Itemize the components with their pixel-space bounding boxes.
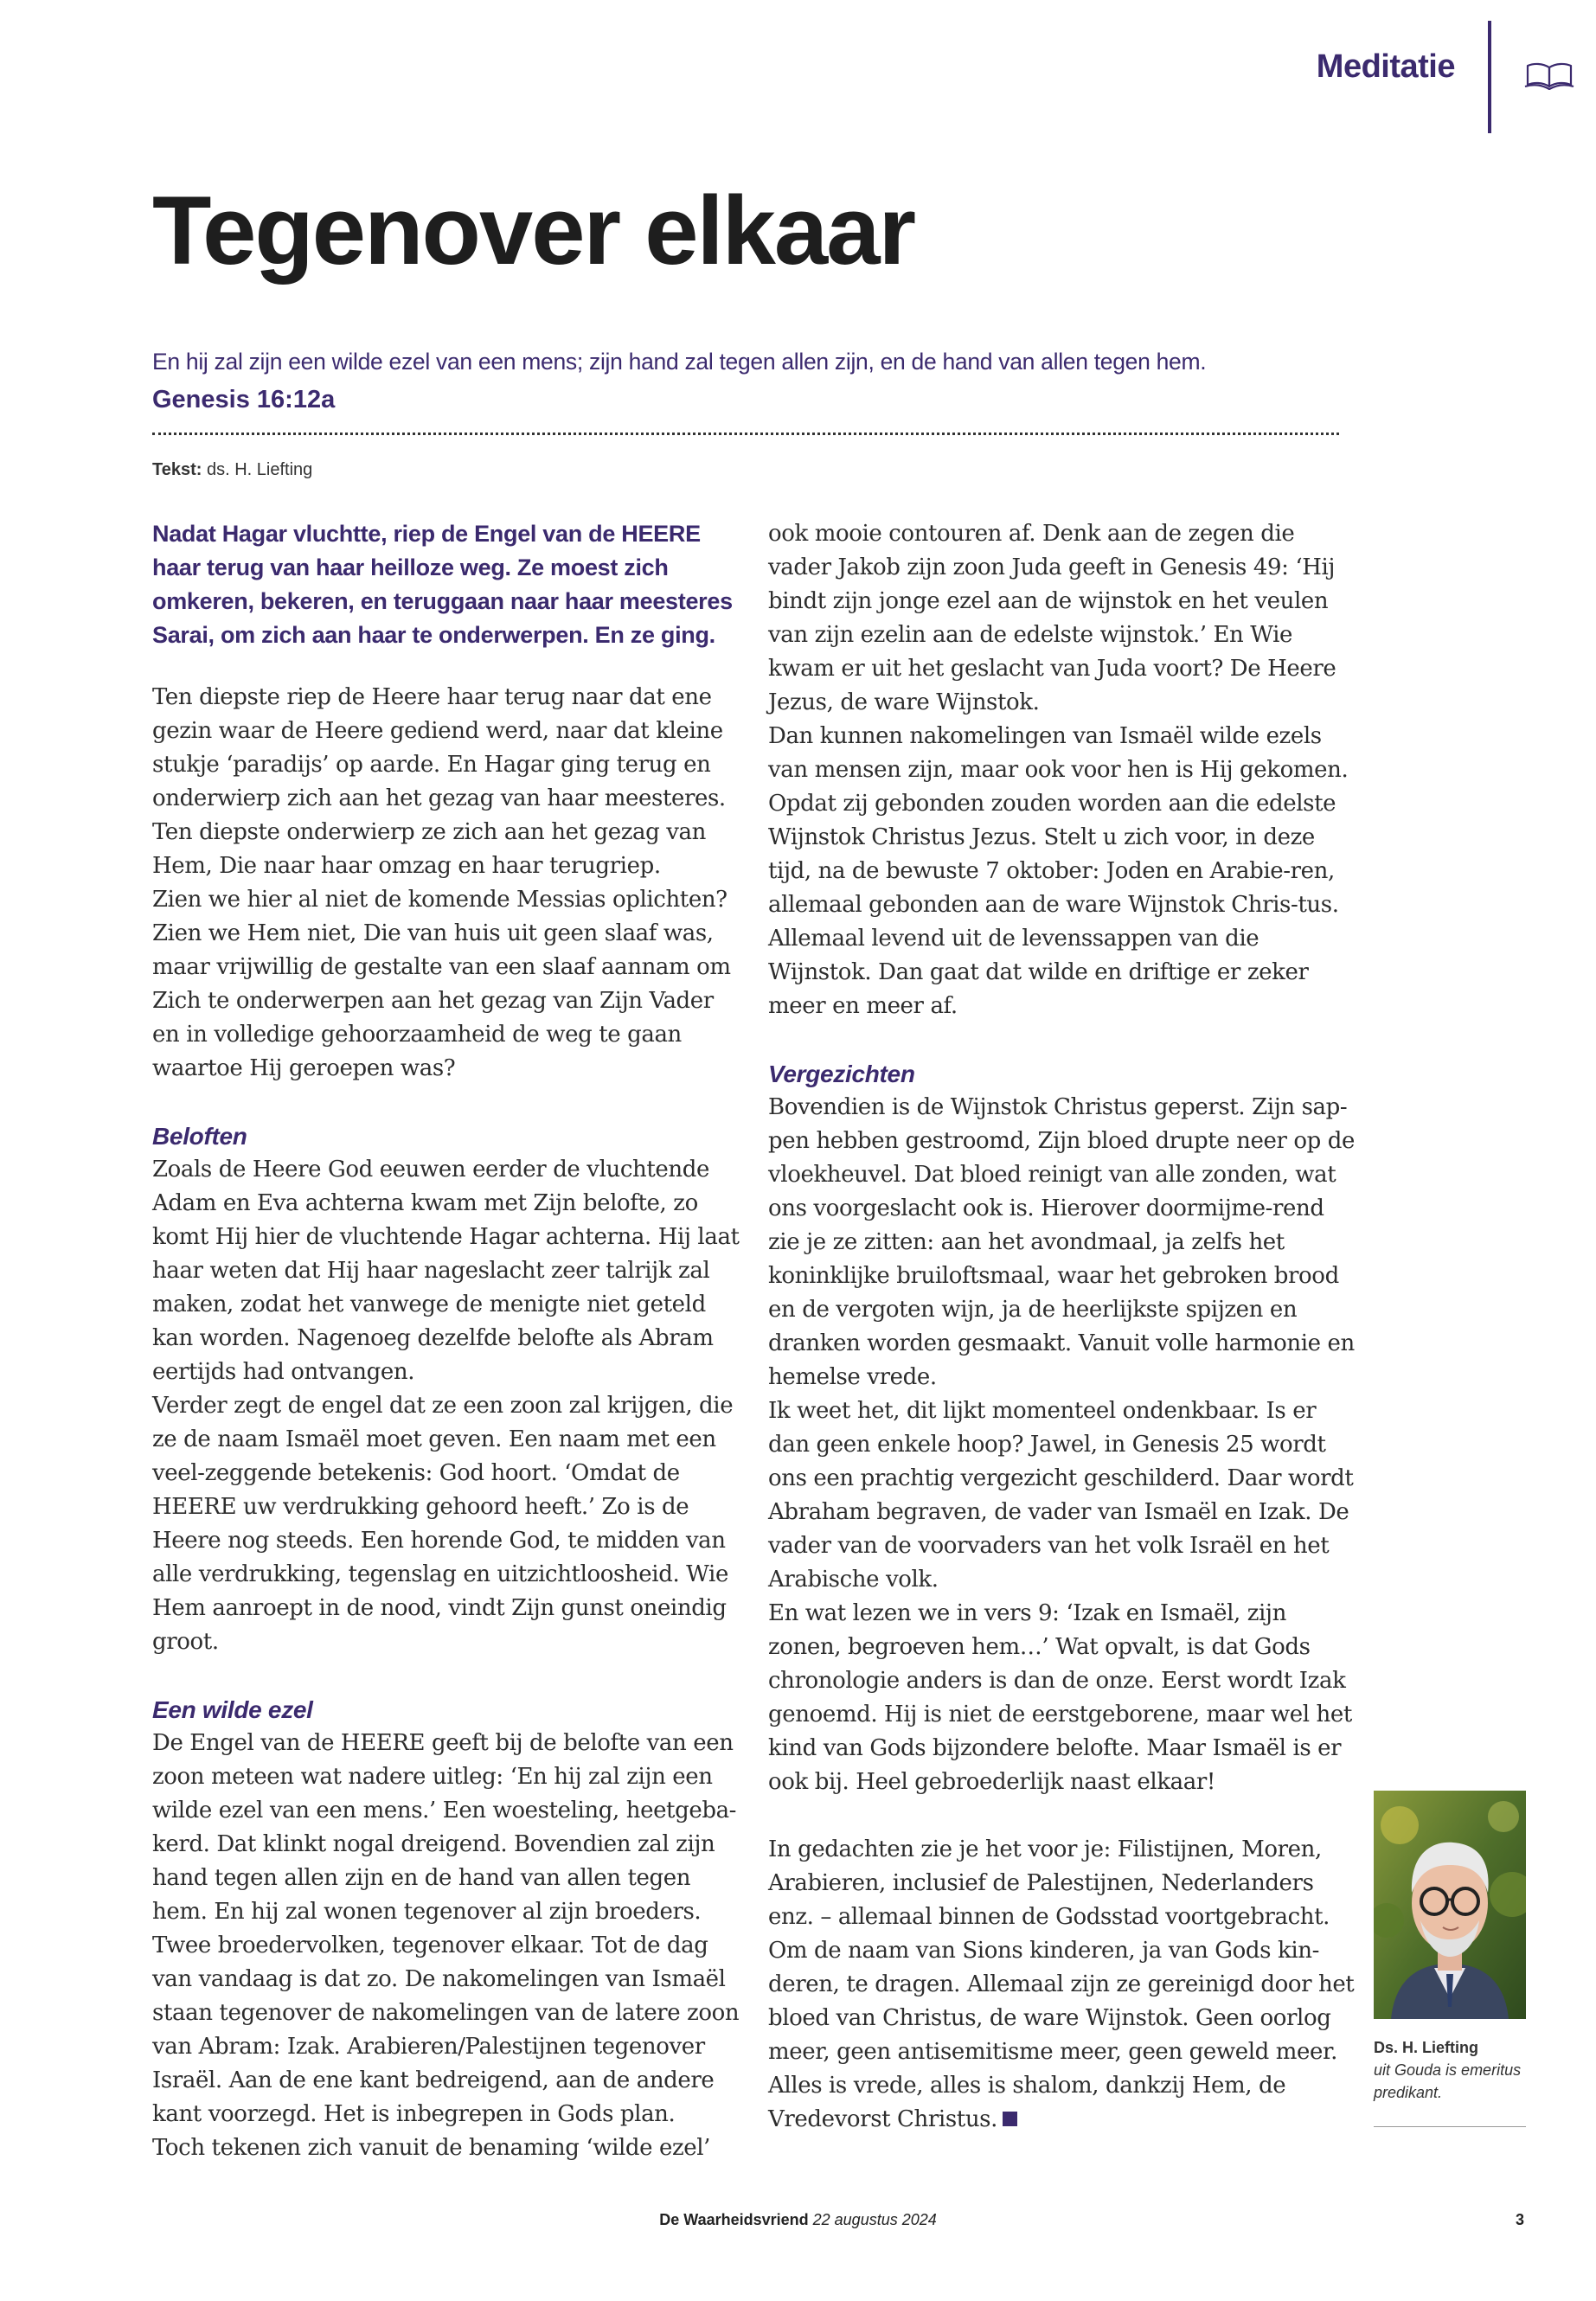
body-paragraph: De Engel van de HEERE geeft bij de belofte van een zoon meteen wat nadere uitleg: ‘En hij zal zijn een wilde ezel van een mens.’ Een woesteling, heetgeba-kerd. Dat klinkt nogal dreigend. Bovendien zal zijn hand tegen allen zijn en de hand van allen tegen hem. En hij zal wonen tegenover al zijn broeders. Twee broedervolken, tegenover elkaar. Tot de dag van vandaag is dat zo. De nakomelingen van Ismaël staan tegenover de nakomelingen van de latere zoon van Abram: Izak. Arabieren/Palestijnen tegenover Israël. Aan de ene kant bedreigend, aan de andere kant voorzegd. Het is inbegrepen in Gods plan. (152, 1730, 740, 2127)
body-paragraph: Ten diepste riep de Heere haar terug naar dat ene gezin waar de Heere gediend werd, naar dat kleine stukje ‘paradijs’ op aarde. En Hagar ging terug en onderwierp zich aan het gezag van haar meesteres. Ten diepste onderwierp ze zich aan het gezag van Hem, Die naar haar omzag en haar terugriep. (152, 684, 726, 879)
author-photo (1374, 1791, 1526, 2019)
column-right (768, 517, 1356, 2137)
intro-paragraph: Nadat Hagar vluchtte, riep de Engel van de HEERE haar terug van haar heilloze weg. Ze moest zich omkeren, bekeren, en teruggaan naar haar meesteres Sarai, om zich aan haar te onderwerpen. En ze ging. (152, 521, 733, 648)
body-paragraph: Bovendien is de Wijnstok Christus geperst. Zijn sap-pen hebben gestroomd, Zijn bloed drupte neer op de vloekheuvel. Dat bloed reinigt van alle zonden, wat ons voorgeslacht ook is. Hierover doormijme-rend zie je ze zitten: aan het avondmaal, ja zelfs het koninklijke bruiloftsmaal, waar het gebroken brood en de vergoten wijn, ja de heerlijkste spijzen en dranken worden gesmaakt. Vanuit volle harmonie en hemelse vrede. (768, 1094, 1355, 1390)
scripture-verse: En hij zal zijn een wilde ezel van een mens; zijn hand zal tegen allen zijn, en de hand van allen tegen hem. (152, 349, 1207, 375)
author-role-continued: predikant. (1374, 2084, 1443, 2101)
dotted-divider (152, 433, 1339, 435)
article-title: Tegenover elkaar (152, 176, 915, 285)
open-book-icon (1524, 61, 1574, 90)
magazine-name: De Waarheidsvriend (659, 2211, 809, 2228)
body-paragraph: Toch tekenen zich vanuit de benaming ‘wilde ezel’ (152, 2135, 711, 2161)
closing-paragraph (768, 1833, 1356, 2137)
body-paragraph: Dan kunnen nakomelingen van Ismaël wilde ezels van mensen zijn, maar ook voor hen is Hij gekomen. Opdat zij gebonden zouden worden aan die edelste Wijnstok Christus Jezus. Stelt u zich voor, in deze tijd, na de bewuste 7 oktober: Joden en Arabie-ren, allemaal gebonden aan de ware Wijnstok Chris-tus. Allemaal levend uit de levenssappen van die Wijnstok. Dan gaat dat wilde en driftige er zeker meer en meer af. (768, 723, 1349, 1019)
end-mark-icon (1003, 2112, 1017, 2126)
author-name: Ds. H. Liefting (1374, 2039, 1478, 2056)
body-paragraph: ook mooie contouren af. Denk aan de zegen die vader Jakob zijn zoon Juda geeft in Genesis 49: ‘Hij bindt zijn jonge ezel aan de wijnstok en het veulen van zijn ezelin aan de edelste wijnstok.’ En Wie kwam er uit het geslacht van Juda voort? De Heere Jezus, de ware Wijnstok. (768, 521, 1336, 715)
author-role: uit Gouda is emeritus (1374, 2061, 1522, 2079)
subheading-wilde-ezel: Een wilde ezel (152, 1696, 313, 1723)
caption-divider (1374, 2126, 1526, 2127)
body-paragraph: En wat lezen we in vers 9: ‘Izak en Ismaël, zijn zonen, begroeven hem…’ Wat opvalt, is dat Gods chronologie anders is dan de onze. Eerst wordt Izak genoemd. Hij is niet de eerstgeborene, maar wel het kind van Gods bijzondere belofte. Maar Ismaël is er ook bij. Heel gebroederlijk naast elkaar! (768, 1600, 1352, 1795)
page-number: 3 (1516, 2211, 1525, 2228)
body-paragraph: Zoals de Heere God eeuwen eerder de vluchtende Adam en Eva achterna kwam met Zijn belofte, zo komt Hij hier de vluchtende Hagar achterna. Hij laat haar weten dat Hij haar nageslacht zeer talrijk zal maken, zodat het vanwege de menigte niet geteld kan worden. Nagenoeg dezelfde belofte als Abram eertijds had ontvangen. (152, 1157, 740, 1385)
subheading-beloften: Beloften (152, 1123, 247, 1150)
header-divider (1488, 21, 1491, 133)
byline (152, 460, 312, 480)
page-footer (0, 2211, 1596, 2229)
section-label: Meditatie (1316, 48, 1455, 85)
body-paragraph: Ik weet het, dit lijkt momenteel ondenkbaar. Is er dan geen enkele hoop? Jawel, in Genesis 25 wordt ons een prachtig vergezicht geschilderd. Daar wordt Abraham begraven, de vader van Ismaël en Izak. De vader van de voorvaders van het volk Israël en het Arabische volk. (768, 1398, 1354, 1593)
body-paragraph: Zien we hier al niet de komende Messias oplichten? Zien we Hem niet, Die van huis uit geen slaaf was, maar vrijwillig de gestalte van een slaaf aannam om Zich te onderwerpen aan het gezag van Zijn Vader en in volledige gehoorzaamheid de weg te gaan waartoe Hij geroepen was? (152, 887, 731, 1081)
subheading-vergezichten: Vergezichten (768, 1061, 915, 1087)
scripture-reference: Genesis 16:12a (152, 386, 336, 413)
column-left (152, 517, 740, 2165)
author-caption (1374, 2036, 1526, 2104)
issue-date: 22 augustus 2024 (812, 2211, 937, 2228)
byline-label: Tekst: (152, 460, 202, 479)
byline-author: ds. H. Liefting (206, 460, 313, 479)
closing-text: In gedachten zie je het voor je: Filistijnen, Moren, Arabieren, inclusief de Palestijnen, Nederlanders enz. – allemaal binnen de Godsstad voortgebracht. Om de naam van Sions kinderen, ja van Gods kin-deren, te dragen. Allemaal zijn ze gereinigd door het bloed van Christus, de ware Wijnstok. Geen oorlog meer, geen antisemitisme meer, geen geweld meer. Alles is vrede, alles is shalom, dankzij Hem, de Vredevorst Christus. (768, 1836, 1355, 2132)
body-paragraph: Verder zegt de engel dat ze een zoon zal krijgen, die ze de naam Ismaël moet geven. Een naam met een veel-zeggende betekenis: God hoort. ‘Omdat de HEERE uw verdrukking gehoord heeft.’ Zo is de Heere nog steeds. Een horende God, te midden van alle verdrukking, tegenslag en uitzichtloosheid. Wie Hem aanroept in de nood, vindt Zijn gunst oneindig groot. (152, 1393, 734, 1655)
